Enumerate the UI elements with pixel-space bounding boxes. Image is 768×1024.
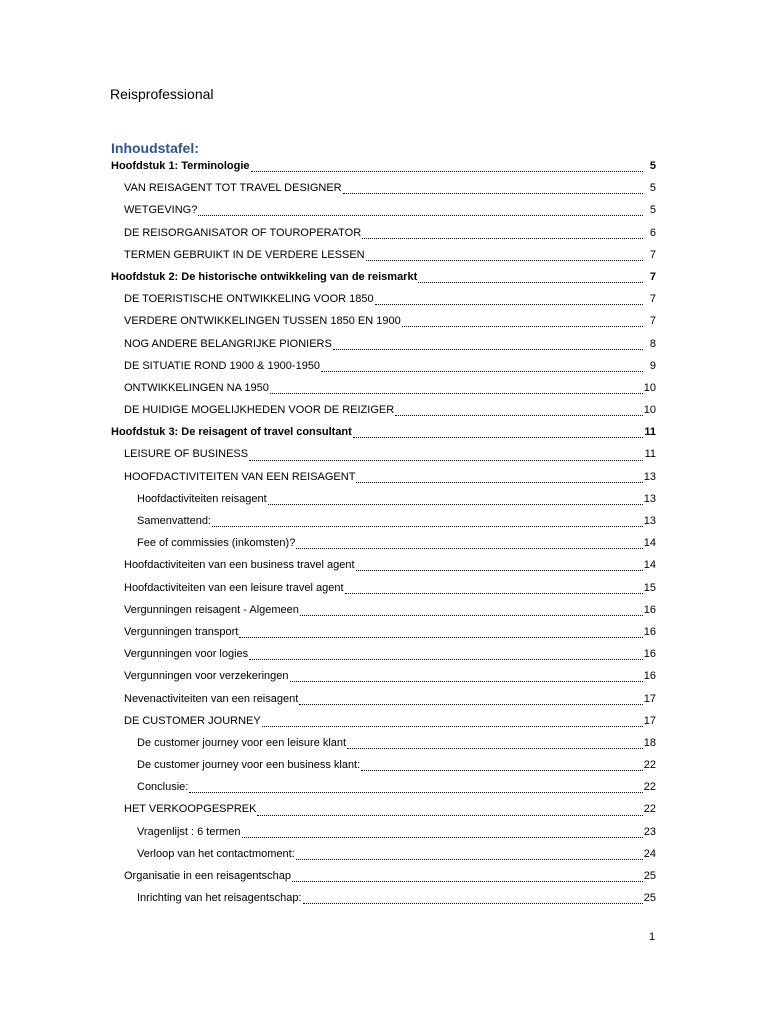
dot-leader: [212, 525, 643, 527]
toc-entry[interactable]: [111, 554, 656, 576]
toc-entry-page: 18: [643, 736, 656, 749]
toc-entry[interactable]: [111, 754, 656, 776]
dot-leader: [257, 814, 642, 816]
toc-entry-title: DE REISORGANISATOR OF TOUROPERATOR: [124, 226, 362, 239]
toc-entry[interactable]: [111, 532, 656, 554]
toc-entry[interactable]: [111, 577, 656, 599]
toc-entry[interactable]: [111, 177, 656, 199]
dot-leader: [242, 836, 643, 838]
toc-entry[interactable]: [111, 599, 656, 621]
dot-leader: [303, 902, 643, 904]
toc-entry-title: Conclusie:: [137, 781, 189, 794]
toc-entry-title: DE HUIDIGE MOGELIJKHEDEN VOOR DE REIZIGER: [124, 404, 395, 417]
toc-entry-page: 22: [643, 803, 656, 816]
toc-entry-title: TERMEN GEBRUIKT IN DE VERDERE LESSEN: [124, 248, 365, 261]
toc-entry-page: 22: [643, 759, 656, 772]
toc-entry[interactable]: [111, 887, 656, 909]
toc-entry-page: 7: [649, 293, 656, 306]
toc-entry-page: 16: [643, 625, 656, 638]
toc-entry-title: HET VERKOOPGESPREK: [124, 803, 257, 816]
toc-entry[interactable]: [111, 399, 656, 421]
toc-entry-page: 25: [643, 870, 656, 882]
toc-entry-page: 13: [643, 515, 656, 527]
toc-entry-title: Nevenactiviteiten van een reisagent: [124, 692, 299, 705]
toc-entry-page: 23: [643, 825, 656, 838]
dot-leader: [198, 214, 643, 216]
toc-entry-page: 14: [643, 559, 656, 572]
toc-entry[interactable]: [111, 510, 656, 532]
toc-entry[interactable]: [111, 665, 656, 687]
toc-entry-title: DE TOERISTISCHE ONTWIKKELING VOOR 1850: [124, 293, 374, 306]
toc-entry-title: VAN REISAGENT TOT TRAVEL DESIGNER: [124, 182, 342, 195]
toc-entry-page: 16: [643, 603, 656, 616]
toc-entry-title: Vergunningen reisagent - Algemeen: [124, 603, 299, 616]
toc-entry[interactable]: [111, 710, 656, 732]
toc-entry-page: 5: [649, 182, 656, 195]
toc-entry-page: 8: [649, 337, 656, 350]
dot-leader: [251, 170, 643, 172]
dot-leader: [268, 503, 643, 505]
toc-entry-title: De customer journey voor een business klant:: [137, 759, 361, 772]
dot-leader: [300, 614, 643, 616]
dot-leader: [395, 414, 643, 416]
toc-entry-page: 17: [643, 714, 656, 727]
toc-entry[interactable]: [111, 688, 656, 710]
dot-leader: [418, 281, 643, 283]
toc-entry[interactable]: [111, 821, 656, 843]
dot-leader: [189, 791, 642, 793]
dot-leader: [296, 858, 643, 860]
toc-entry-title: WETGEVING?: [124, 204, 198, 217]
toc-entry[interactable]: [111, 355, 656, 377]
toc-entry-title: Verloop van het contactmoment:: [137, 847, 295, 860]
toc-entry[interactable]: [111, 443, 656, 465]
toc-entry-page: 24: [643, 847, 656, 860]
toc-entry[interactable]: [111, 421, 656, 443]
toc-entry-page: 7: [649, 315, 656, 328]
dot-leader: [239, 636, 642, 638]
toc-entry-page: 22: [643, 781, 656, 794]
toc-entry[interactable]: [111, 776, 656, 798]
dot-leader: [375, 303, 643, 305]
dot-leader: [347, 747, 643, 749]
toc-entry-title: Hoofdactiviteiten van een leisure travel agent: [124, 581, 344, 594]
document-header: Reisprofessional: [110, 86, 214, 102]
toc-entry-page: 7: [649, 270, 656, 283]
dot-leader: [249, 459, 643, 461]
toc-entry[interactable]: [111, 643, 656, 665]
toc-entry-title: Vergunningen transport: [124, 625, 239, 638]
toc-entry-title: Samenvattend:: [137, 515, 211, 527]
toc-entry[interactable]: [111, 798, 656, 820]
dot-leader: [290, 680, 643, 682]
toc-entry-title: Hoofdactiviteiten van een business travel agent: [124, 559, 355, 572]
toc-entry-page: 13: [643, 492, 656, 505]
toc-entry-title: DE SITUATIE ROND 1900 & 1900-1950: [124, 359, 321, 372]
dot-leader: [299, 703, 642, 705]
toc-entry[interactable]: [111, 155, 656, 177]
dot-leader: [292, 880, 643, 882]
dot-leader: [343, 192, 643, 194]
toc-entry-title: Fee of commissies (inkomsten)?: [137, 537, 296, 550]
toc-entry-page: 7: [649, 248, 656, 261]
toc-entry-page: 5: [649, 204, 656, 217]
toc-entry[interactable]: [111, 333, 656, 355]
dot-leader: [296, 547, 642, 549]
toc-entry-title: Inrichting van het reisagentschap:: [137, 892, 302, 905]
toc-entry[interactable]: [111, 843, 656, 865]
toc-entry[interactable]: [111, 621, 656, 643]
toc-entry-title: Hoofdstuk 3: De reisagent of travel consultant: [111, 426, 352, 439]
dot-leader: [345, 592, 643, 594]
dot-leader: [362, 237, 643, 239]
toc-entry-page: 25: [643, 892, 656, 905]
toc-entry-page: 15: [643, 581, 656, 594]
toc-entry-page: 10: [643, 404, 656, 417]
dot-leader: [333, 348, 643, 350]
page-number: 1: [649, 931, 656, 943]
toc-entry-title: LEISURE OF BUSINESS: [124, 448, 249, 461]
toc-entry[interactable]: [111, 310, 656, 332]
toc-entry-page: 16: [643, 670, 656, 683]
toc-entry-title: NOG ANDERE BELANGRIJKE PIONIERS: [124, 337, 332, 350]
toc-entry-title: Hoofdstuk 1: Terminologie: [111, 160, 250, 172]
toc-entry-title: Vergunningen voor logies: [124, 648, 249, 661]
dot-leader: [262, 725, 643, 727]
toc-entry-title: Vragenlijst : 6 termen: [137, 825, 241, 838]
toc-entry-page: 17: [643, 692, 656, 705]
toc-entry-page: 11: [644, 448, 656, 461]
dot-leader: [353, 436, 643, 438]
dot-leader: [356, 481, 642, 483]
table-of-contents: [111, 155, 656, 909]
toc-entry[interactable]: [111, 199, 656, 221]
toc-entry[interactable]: [111, 288, 656, 310]
toc-entry[interactable]: [111, 222, 656, 244]
toc-heading: Inhoudstafel:: [111, 140, 199, 156]
dot-leader: [361, 769, 643, 771]
toc-entry-title: Hoofdstuk 2: De historische ontwikkeling van de reismarkt: [111, 270, 418, 283]
dot-leader: [249, 658, 643, 660]
toc-entry[interactable]: [111, 488, 656, 510]
toc-entry-page: 10: [643, 381, 656, 394]
toc-entry[interactable]: [111, 865, 656, 887]
toc-entry-page: 9: [649, 359, 656, 372]
toc-entry-title: Vergunningen voor verzekeringen: [124, 670, 289, 683]
toc-entry-title: Organisatie in een reisagentschap: [124, 870, 291, 882]
dot-leader: [321, 370, 643, 372]
toc-entry-title: Hoofdactiviteiten reisagent: [137, 492, 267, 505]
dot-leader: [402, 325, 643, 327]
dot-leader: [366, 259, 643, 261]
toc-entry[interactable]: [111, 466, 656, 488]
toc-entry-title: DE CUSTOMER JOURNEY: [124, 714, 261, 727]
toc-entry-page: 16: [643, 648, 656, 661]
toc-entry-page: 6: [649, 226, 656, 239]
toc-entry-page: 11: [644, 426, 656, 439]
toc-entry[interactable]: [111, 266, 656, 288]
toc-entry-page: 13: [643, 470, 656, 483]
toc-entry[interactable]: [111, 732, 656, 754]
toc-entry[interactable]: [111, 244, 656, 266]
dot-leader: [356, 569, 643, 571]
toc-entry-title: HOOFDACTIVITEITEN VAN EEN REISAGENT: [124, 470, 356, 483]
toc-entry-title: ONTWIKKELINGEN NA 1950: [124, 381, 269, 394]
toc-entry-title: De customer journey voor een leisure klant: [137, 736, 347, 749]
dot-leader: [270, 392, 643, 394]
toc-entry-title: VERDERE ONTWIKKELINGEN TUSSEN 1850 EN 1900: [124, 315, 401, 328]
toc-entry[interactable]: [111, 377, 656, 399]
toc-entry-page: 14: [643, 537, 656, 550]
toc-entry-page: 5: [649, 160, 656, 172]
